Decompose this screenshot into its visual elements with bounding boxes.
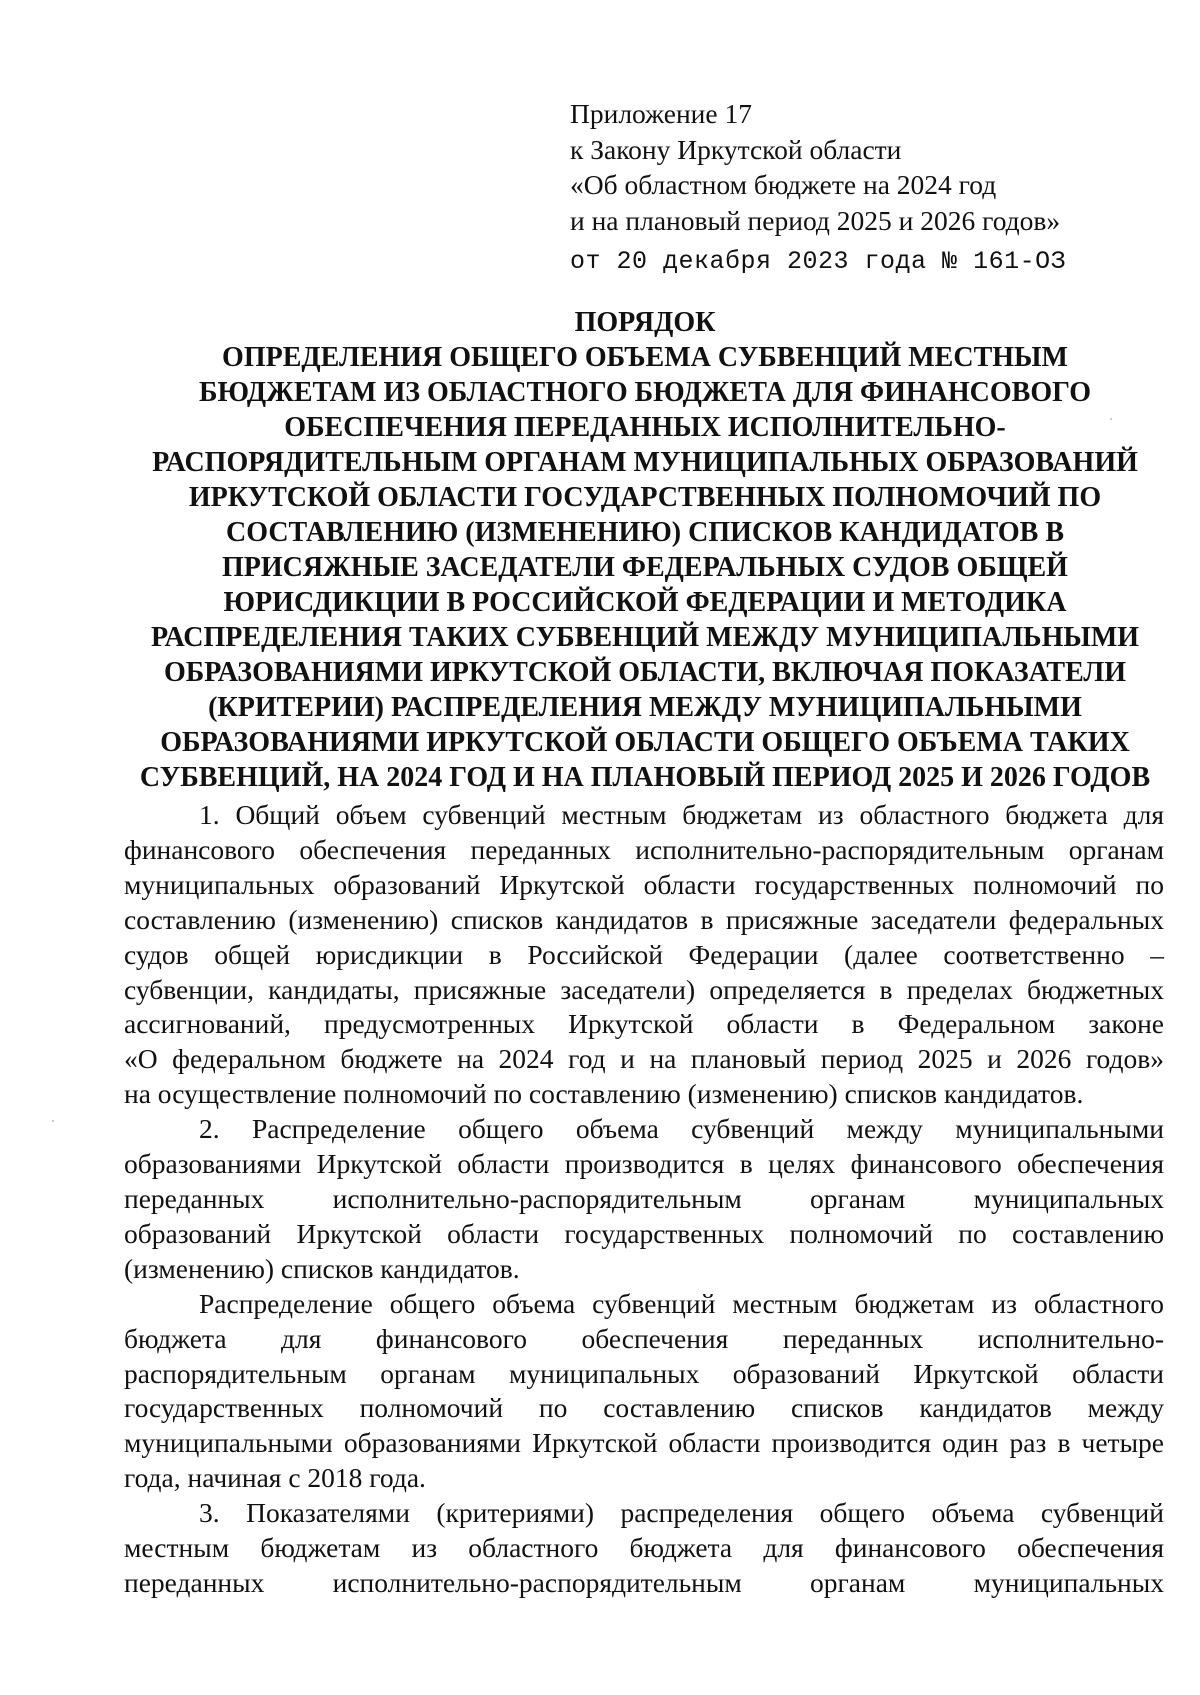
paragraph-1 (124, 798, 1164, 1112)
title-line: (КРИТЕРИИ) РАСПРЕДЕЛЕНИЯ МЕЖДУ МУНИЦИПАЛЬНЫМИ (208, 692, 1082, 723)
text-line: года, начиная с 2018 года. (124, 1462, 426, 1494)
paragraph-2 (124, 1112, 1164, 1287)
document-body (124, 798, 1164, 1601)
title-line: ИРКУТСКОЙ ОБЛАСТИ ГОСУДАРСТВЕННЫХ ПОЛНОМОЧИЙ ПО (188, 482, 1102, 513)
text-line: составлению (изменению) списков кандидатов в присяжные заседатели федеральных (124, 903, 1164, 935)
title-line: РАСПРЕДЕЛЕНИЯ ТАКИХ СУБВЕНЦИЙ МЕЖДУ МУНИЦИПАЛЬНЫМИ (150, 622, 1140, 653)
title-line: ОПРЕДЕЛЕНИЯ ОБЩЕГО ОБЪЕМА СУБВЕНЦИЙ МЕСТНЫМ (222, 342, 1068, 373)
text-line: переданных исполнительно-распорядительным органам муниципальных (124, 1566, 1164, 1598)
text-line: 1. Общий объем субвенций местным бюджетам из областного бюджета для (199, 799, 1164, 830)
text-line: образований Иркутской области государственных полномочий по составлению (124, 1217, 1164, 1249)
title-line: ПОРЯДОК (574, 307, 716, 338)
title-line: ОБРАЗОВАНИЯМИ ИРКУТСКОЙ ОБЛАСТИ ОБЩЕГО ОБЪЕМА ТАКИХ (160, 727, 1130, 758)
text-line: «О федеральном бюджете на 2024 год и на плановый период 2025 и 2026 годов» (124, 1043, 1164, 1075)
title-line: РАСПОРЯДИТЕЛЬНЫМ ОРГАНАМ МУНИЦИПАЛЬНЫХ ОБРАЗОВАНИЙ (152, 447, 1138, 478)
text-line: бюджета для финансового обеспечения переданных исполнительно- (124, 1322, 1164, 1354)
appendix-date-number: от 20 декабря 2023 года № 161-ОЗ (570, 247, 1067, 276)
title-line: ЮРИСДИКЦИИ В РОССИЙСКОЙ ФЕДЕРАЦИИ И МЕТОДИКА (223, 587, 1067, 618)
text-line: финансового обеспечения переданных исполнительно-распорядительным органам (124, 833, 1164, 865)
text-line: Распределение общего объема субвенций местным бюджетам из областного (199, 1287, 1164, 1319)
appendix-law-title-1: «Об областном бюджете на 2024 год (570, 169, 997, 200)
paragraph-2-continued (124, 1287, 1164, 1496)
text-line: переданных исполнительно-распорядительным органам муниципальных (124, 1182, 1164, 1214)
scan-speck (52, 1120, 54, 1122)
paragraph-3 (124, 1496, 1164, 1601)
title-line: СОСТАВЛЕНИЮ (ИЗМЕНЕНИЮ) СПИСКОВ КАНДИДАТОВ В (225, 517, 1065, 548)
text-line: субвенции, кандидаты, присяжные заседатели) определяется в пределах бюджетных (124, 973, 1164, 1005)
text-line: 2. Распределение общего объема субвенций между муниципальными (199, 1113, 1164, 1145)
text-line: образованиями Иркутской области производится в целях финансового обеспечения (124, 1148, 1164, 1180)
appendix-header (570, 96, 1130, 280)
appendix-law-ref: к Закону Иркутской области (570, 133, 902, 165)
title-line: ОБРАЗОВАНИЯМИ ИРКУТСКОЙ ОБЛАСТИ, ВКЛЮЧАЯ ПОКАЗАТЕЛИ (163, 657, 1127, 688)
text-line: ассигнований, предусмотренных Иркутской области в Федеральном законе (124, 1008, 1164, 1040)
appendix-number: Приложение 17 (570, 98, 752, 129)
title-line: БЮДЖЕТАМ ИЗ ОБЛАСТНОГО БЮДЖЕТА ДЛЯ ФИНАНСОВОГО (198, 377, 1092, 408)
text-line: судов общей юрисдикции в Российской Федерации (далее соответственно – (124, 938, 1164, 970)
text-line: муниципальных образований Иркутской области государственных полномочий по (124, 868, 1164, 900)
text-line: 3. Показателями (критериями) распределения общего объема субвенций (199, 1497, 1164, 1529)
title-line: СУБВЕНЦИЙ, НА 2024 ГОД И НА ПЛАНОВЫЙ ПЕРИОД 2025 И 2026 ГОДОВ (139, 762, 1151, 793)
text-line: на осуществление полномочий по составлению (изменению) списков кандидатов. (124, 1078, 1084, 1110)
text-line: распорядительным органам муниципальных образований Иркутской области (124, 1357, 1164, 1389)
document-title (120, 305, 1170, 795)
scan-speck (1110, 418, 1112, 420)
text-line: государственных полномочий по составлению списков кандидатов между (124, 1392, 1164, 1424)
text-line: местным бюджетам из областного бюджета для финансового обеспечения (124, 1532, 1164, 1564)
title-line: ОБЕСПЕЧЕНИЯ ПЕРЕДАННЫХ ИСПОЛНИТЕЛЬНО- (284, 412, 1006, 443)
appendix-law-title-2: и на плановый период 2025 и 2026 годов» (570, 204, 1061, 236)
title-line: ПРИСЯЖНЫЕ ЗАСЕДАТЕЛИ ФЕДЕРАЛЬНЫХ СУДОВ ОБЩЕЙ (222, 552, 1068, 583)
text-line: муниципальными образованиями Иркутской области производится один раз в четыре (124, 1427, 1164, 1459)
text-line: (изменению) списков кандидатов. (124, 1252, 520, 1284)
